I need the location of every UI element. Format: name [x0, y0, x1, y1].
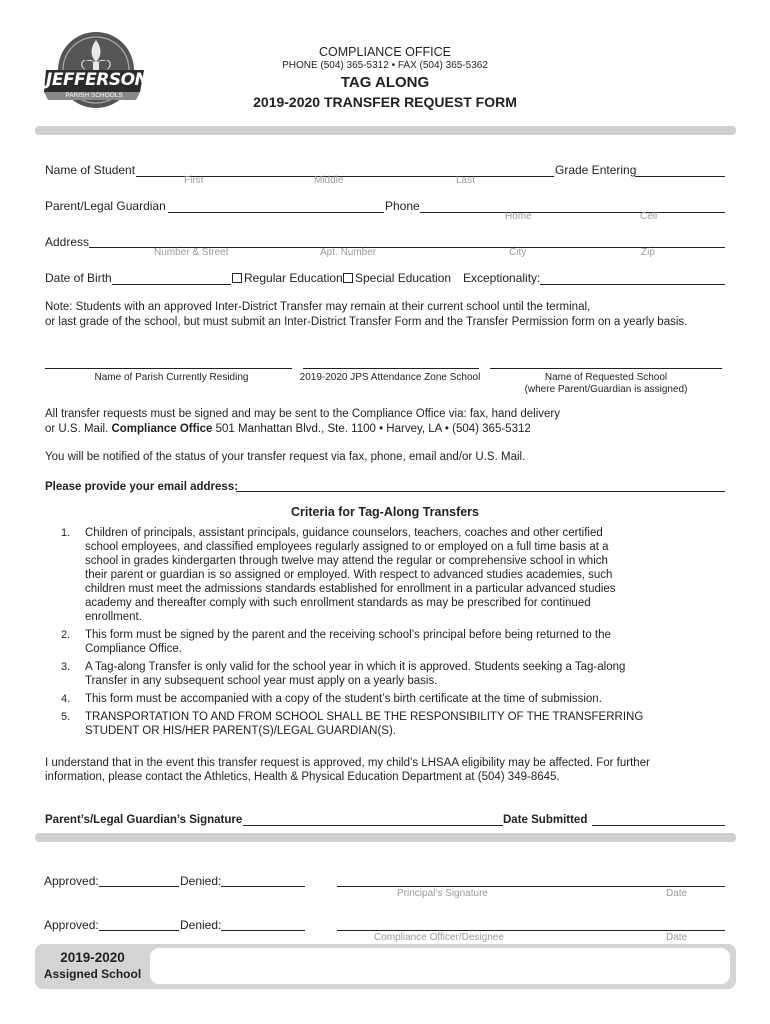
criteria-number: 5.: [61, 711, 71, 723]
notification-text: You will be notified of the status of your transfer request via fax, phone, email and/or U.S. Mail.: [45, 451, 526, 463]
special-education-option[interactable]: [343, 271, 451, 285]
special-education-label: Special Education: [355, 271, 452, 285]
hint-first: First: [184, 175, 204, 186]
criteria-text-line: This form must be accompanied with a copy of the student’s birth certificate at the time of submission.: [85, 693, 602, 705]
submission-text: or U.S. Mail.: [45, 423, 112, 435]
hint-last: Last: [456, 175, 475, 186]
submission-line-1: All transfer requests must be signed and may be sent to the Compliance Office via: fax, hand delivery: [45, 408, 561, 420]
regular-education-checkbox[interactable]: [232, 273, 242, 283]
criteria-text-line: A Tag-along Transfer is only valid for the school year in which it is approved. Students seeking a Tag-along: [85, 661, 626, 673]
email-label: Please provide your email address:: [45, 481, 239, 493]
criteria-text-line: children must meet the admissions standards established for enrollment in a particular advanced studies: [85, 583, 616, 595]
principal-date-label: Date: [666, 888, 688, 899]
approved-label-principal: Approved:: [44, 874, 99, 888]
criteria-text-line: Transfer in any subsequent school year must apply on a yearly basis.: [85, 675, 438, 687]
header-divider-bar: [35, 126, 736, 135]
hint-cell: Cell: [640, 211, 658, 222]
assigned-school-label: Assigned School: [43, 967, 142, 981]
submission-line-2: [45, 422, 531, 437]
date-submitted-label: Date Submitted: [503, 814, 588, 826]
criteria-text-line: Compliance Office.: [85, 643, 182, 655]
criteria-text-line: academy and thereafter comply with such enrollment standards as may be prescribed for continued: [85, 597, 591, 609]
regular-education-label: Regular Education: [244, 271, 343, 285]
denied-label-principal: Denied:: [180, 874, 222, 888]
requested-school-sublabel: (where Parent/Guardian is assigned): [524, 384, 688, 395]
officer-date-label: Date: [666, 932, 688, 943]
compliance-office-label: Compliance Office: [111, 423, 213, 435]
phone-label: Phone: [385, 199, 420, 213]
grade-entering-label: Grade Entering: [555, 163, 637, 177]
principal-signature-label: Principal’s Signature: [397, 888, 488, 899]
zone-school-field[interactable]: [303, 368, 479, 369]
zone-school-label: 2019-2020 JPS Attendance Zone School: [299, 372, 481, 383]
header-phone: PHONE (504) 365-5312 • FAX (504) 365-5362: [282, 60, 488, 71]
date-submitted-field[interactable]: [592, 825, 725, 826]
guardian-signature-label: Parent’s/Legal Guardian’s Signature: [45, 814, 243, 826]
assigned-school-year: 2019-2020: [60, 950, 125, 965]
guardian-label: Parent/Legal Guardian: [45, 199, 166, 213]
email-field[interactable]: [236, 491, 725, 492]
denied-field-principal[interactable]: [221, 886, 305, 887]
note-line-2: or last grade of the school, but must submit an Inter-District Transfer Form and the Transfer Permission form on a yearly basis.: [45, 316, 688, 328]
address-label: Address: [45, 235, 90, 249]
hint-home: Home: [505, 211, 532, 222]
criteria-text-line: STUDENT OR HIS/HER PARENT(S)/LEGAL GUARDIAN(S).: [85, 725, 396, 737]
note-line-1: Note: Students with an approved Inter-District Transfer may remain at their current school until the terminal,: [45, 301, 591, 313]
hint-zip: Zip: [641, 247, 655, 258]
criteria-text-line: TRANSPORTATION TO AND FROM SCHOOL SHALL BE THE RESPONSIBILITY OF THE TRANSFERRING: [85, 711, 644, 723]
denied-field-officer[interactable]: [221, 930, 305, 931]
form-subtitle: 2019-2020 TRANSFER REQUEST FORM: [253, 94, 517, 110]
criteria-number: 1.: [61, 527, 71, 539]
approved-field-principal[interactable]: [99, 886, 179, 887]
hint-street: Number & Street: [154, 247, 229, 258]
criteria-number: 2.: [61, 629, 71, 641]
student-name-label: Name of Student: [45, 163, 136, 177]
guardian-signature-field[interactable]: [243, 825, 503, 826]
officer-signature-field[interactable]: [337, 930, 725, 931]
officer-signature-label: Compliance Officer/Designee: [374, 932, 504, 943]
guardian-field[interactable]: [168, 212, 384, 213]
criteria-number: 4.: [61, 693, 71, 705]
header-office: COMPLIANCE OFFICE: [319, 45, 451, 59]
phone-field[interactable]: [420, 212, 725, 213]
hint-city: City: [509, 247, 527, 258]
logo-subtitle: PARISH SCHOOLS: [65, 92, 123, 99]
principal-signature-field[interactable]: [337, 886, 725, 887]
logo-wordmark: JEFFERSON: [46, 70, 149, 90]
criteria-text-line: school employees, and classified employees regularly assigned to or employed on a full time basis at a: [85, 541, 609, 553]
regular-education-option[interactable]: [232, 271, 343, 285]
lhsaa-line-1: I understand that in the event this transfer request is approved, my child’s LHSAA eligibility may be affected. For further: [45, 757, 650, 769]
criteria-text-line: their parent or guardian is so assigned or employed. With respect to advanced studies academies, such: [85, 569, 613, 581]
special-education-checkbox[interactable]: [343, 273, 353, 283]
criteria-text-line: school in grades kindergarten through twelve may attend the regular or comprehensive school in which: [85, 555, 608, 567]
assigned-school-input[interactable]: [150, 948, 730, 984]
exceptionality-field[interactable]: [540, 284, 725, 285]
parish-label: Name of Parish Currently Residing: [94, 372, 249, 383]
criteria-text-line: This form must be signed by the parent and the receiving school’s principal before being returned to the: [85, 629, 611, 641]
dob-label: Date of Birth: [45, 271, 112, 285]
denied-label-officer: Denied:: [180, 918, 222, 932]
grade-entering-field[interactable]: [635, 176, 725, 177]
criteria-text-line: Children of principals, assistant principals, guidance counselors, teachers, coaches and other certified: [85, 527, 603, 539]
compliance-office-address: 501 Manhattan Blvd., Ste. 1100 • Harvey, LA • (504) 365-5312: [212, 423, 531, 435]
parish-field[interactable]: [45, 368, 292, 369]
signature-divider-bar: [35, 833, 736, 842]
hint-apt: Apt. Number: [320, 247, 377, 258]
form-title: TAG ALONG: [340, 74, 430, 91]
dob-field[interactable]: [112, 284, 231, 285]
jefferson-parish-schools-logo: [40, 30, 148, 116]
hint-middle: Middle: [314, 175, 344, 186]
approved-label-officer: Approved:: [44, 918, 99, 932]
criteria-number: 3.: [61, 661, 71, 673]
requested-school-label: Name of Requested School: [544, 372, 668, 383]
approved-field-officer[interactable]: [99, 930, 179, 931]
criteria-title: Criteria for Tag-Along Transfers: [291, 505, 479, 519]
exceptionality-label: Exceptionality:: [463, 271, 541, 285]
requested-school-field[interactable]: [490, 368, 722, 369]
criteria-text-line: enrollment.: [85, 611, 142, 623]
lhsaa-line-2: information, please contact the Athletics, Health & Physical Education Department at (504) 349-8645.: [45, 771, 560, 783]
